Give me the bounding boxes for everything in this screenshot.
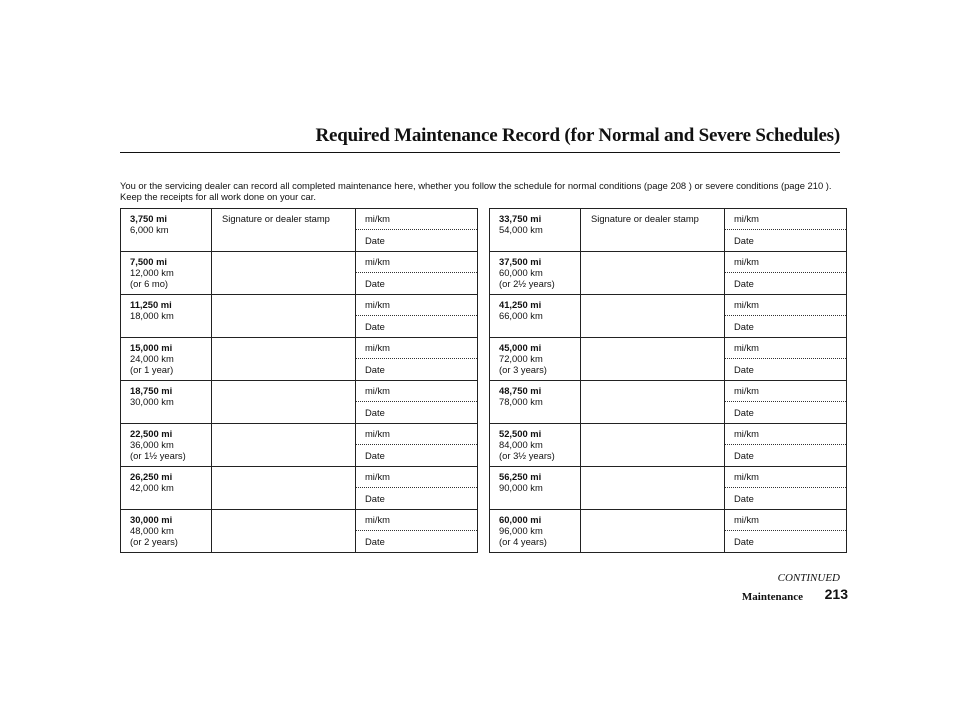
mileage-miles: 37,500 mi [499, 256, 542, 267]
mileage-km: 24,000 km [130, 353, 174, 364]
mileage-cell [121, 467, 212, 510]
date-field: Date [365, 450, 385, 461]
date-field: Date [734, 407, 754, 418]
page-number: 213 [824, 586, 848, 602]
maintenance-table-left-body [121, 209, 478, 553]
date-field: Date [365, 536, 385, 547]
mileage-km: 72,000 km [499, 353, 543, 364]
entry-cell [725, 209, 847, 252]
entry-cell [356, 295, 478, 338]
record-row [490, 381, 847, 424]
entry-cell [356, 252, 478, 295]
record-row [121, 381, 478, 424]
date-field: Date [365, 407, 385, 418]
mileage-cell [490, 424, 581, 467]
signature-cell [212, 209, 356, 252]
mikm-field: mi/km [725, 510, 846, 531]
mikm-field: mi/km [725, 467, 846, 488]
date-field: Date [734, 235, 754, 246]
entry-cell [725, 338, 847, 381]
signature-label: Signature or dealer stamp [591, 213, 699, 224]
date-field: Date [365, 364, 385, 375]
mileage-cell [121, 510, 212, 553]
signature-cell [581, 381, 725, 424]
date-field: Date [365, 321, 385, 332]
mileage-miles: 45,000 mi [499, 342, 542, 353]
entry-cell [356, 381, 478, 424]
date-field: Date [365, 278, 385, 289]
entry-cell [725, 252, 847, 295]
mileage-miles: 15,000 mi [130, 342, 173, 353]
date-field: Date [734, 493, 754, 504]
mileage-miles: 41,250 mi [499, 299, 542, 310]
mileage-cell [490, 467, 581, 510]
mikm-field: mi/km [356, 467, 477, 488]
title-rule [120, 152, 840, 153]
mileage-miles: 3,750 mi [130, 213, 168, 224]
interval-note: (or 1½ years) [130, 450, 186, 461]
signature-cell [212, 338, 356, 381]
record-row [121, 209, 478, 252]
mikm-field: mi/km [356, 510, 477, 531]
mileage-cell [490, 381, 581, 424]
mileage-km: 48,000 km [130, 525, 174, 536]
signature-cell [581, 295, 725, 338]
page-title: Required Maintenance Record (for Normal and Severe Schedules) [315, 125, 840, 146]
entry-cell [356, 510, 478, 553]
record-row [490, 209, 847, 252]
maintenance-table-left [120, 208, 478, 553]
mileage-km: 60,000 km [499, 267, 543, 278]
mileage-miles: 7,500 mi [130, 256, 168, 267]
mileage-km: 54,000 km [499, 224, 543, 235]
maintenance-table-right [489, 208, 847, 553]
interval-note: (or 1 year) [130, 364, 174, 375]
interval-note: (or 3½ years) [499, 450, 555, 461]
signature-label: Signature or dealer stamp [222, 213, 330, 224]
signature-cell [581, 209, 725, 252]
mikm-field: mi/km [356, 295, 477, 316]
date-field: Date [365, 235, 385, 246]
mileage-cell [121, 295, 212, 338]
mileage-miles: 60,000 mi [499, 514, 542, 525]
intro-paragraph: You or the servicing dealer can record all completed maintenance here, whether you follow the schedule for normal conditions (page 208 ) or severe conditions (page 210 ). Keep the receipts for all work done on your car. [120, 180, 832, 202]
signature-cell [212, 510, 356, 553]
signature-cell [212, 295, 356, 338]
maintenance-table-right-body [490, 209, 847, 553]
mileage-miles: 30,000 mi [130, 514, 173, 525]
mileage-miles: 26,250 mi [130, 471, 173, 482]
mileage-miles: 11,250 mi [130, 299, 172, 310]
mileage-cell [121, 338, 212, 381]
entry-cell [356, 338, 478, 381]
entry-cell [356, 424, 478, 467]
mileage-km: 42,000 km [130, 482, 174, 493]
mileage-cell [490, 209, 581, 252]
mileage-km: 66,000 km [499, 310, 543, 321]
record-row [121, 510, 478, 553]
entry-cell [725, 467, 847, 510]
mileage-cell [121, 209, 212, 252]
record-row [490, 510, 847, 553]
mileage-km: 6,000 km [130, 224, 169, 235]
date-field: Date [734, 450, 754, 461]
date-field: Date [365, 493, 385, 504]
mikm-field: mi/km [725, 338, 846, 359]
interval-note: (or 2½ years) [499, 278, 555, 289]
mikm-field: mi/km [356, 252, 477, 273]
mileage-km: 12,000 km [130, 267, 174, 278]
record-row [490, 338, 847, 381]
record-row [121, 424, 478, 467]
mikm-field: mi/km [356, 424, 477, 445]
mileage-cell [490, 252, 581, 295]
mileage-km: 30,000 km [130, 396, 174, 407]
mileage-km: 84,000 km [499, 439, 543, 450]
signature-cell [581, 510, 725, 553]
mikm-field: mi/km [356, 381, 477, 402]
mileage-cell [490, 295, 581, 338]
date-field: Date [734, 278, 754, 289]
mileage-km: 78,000 km [499, 396, 543, 407]
mikm-field: mi/km [356, 338, 477, 359]
mileage-km: 36,000 km [130, 439, 174, 450]
mileage-cell [121, 424, 212, 467]
mileage-miles: 56,250 mi [499, 471, 542, 482]
signature-cell [581, 252, 725, 295]
mileage-cell [121, 381, 212, 424]
interval-note: (or 6 mo) [130, 278, 169, 289]
signature-cell [212, 467, 356, 510]
signature-cell [212, 381, 356, 424]
mileage-cell [490, 510, 581, 553]
mikm-field: mi/km [356, 209, 477, 230]
date-field: Date [734, 364, 754, 375]
record-row [490, 424, 847, 467]
entry-cell [725, 424, 847, 467]
entry-cell [356, 467, 478, 510]
mikm-field: mi/km [725, 424, 846, 445]
continued-label: CONTINUED [777, 572, 840, 584]
record-row [121, 338, 478, 381]
record-row [121, 467, 478, 510]
interval-note: (or 3 years) [499, 364, 547, 375]
mileage-km: 96,000 km [499, 525, 543, 536]
date-field: Date [734, 321, 754, 332]
mileage-cell [121, 252, 212, 295]
mileage-miles: 22,500 mi [130, 428, 173, 439]
mikm-field: mi/km [725, 209, 846, 230]
mileage-miles: 18,750 mi [130, 385, 173, 396]
record-row [490, 295, 847, 338]
mikm-field: mi/km [725, 295, 846, 316]
interval-note: (or 4 years) [499, 536, 547, 547]
signature-cell [581, 424, 725, 467]
entry-cell [725, 510, 847, 553]
mikm-field: mi/km [725, 252, 846, 273]
signature-cell [212, 424, 356, 467]
mileage-miles: 48,750 mi [499, 385, 542, 396]
interval-note: (or 2 years) [130, 536, 178, 547]
date-field: Date [734, 536, 754, 547]
mileage-km: 18,000 km [130, 310, 174, 321]
mileage-cell [490, 338, 581, 381]
record-row [121, 295, 478, 338]
mileage-miles: 52,500 mi [499, 428, 542, 439]
signature-cell [212, 252, 356, 295]
entry-cell [725, 381, 847, 424]
signature-cell [581, 338, 725, 381]
record-row [490, 252, 847, 295]
section-name: Maintenance [741, 591, 803, 603]
mileage-km: 90,000 km [499, 482, 543, 493]
signature-cell [581, 467, 725, 510]
entry-cell [725, 295, 847, 338]
record-row [121, 252, 478, 295]
mikm-field: mi/km [725, 381, 846, 402]
record-row [490, 467, 847, 510]
mileage-miles: 33,750 mi [499, 213, 542, 224]
entry-cell [356, 209, 478, 252]
